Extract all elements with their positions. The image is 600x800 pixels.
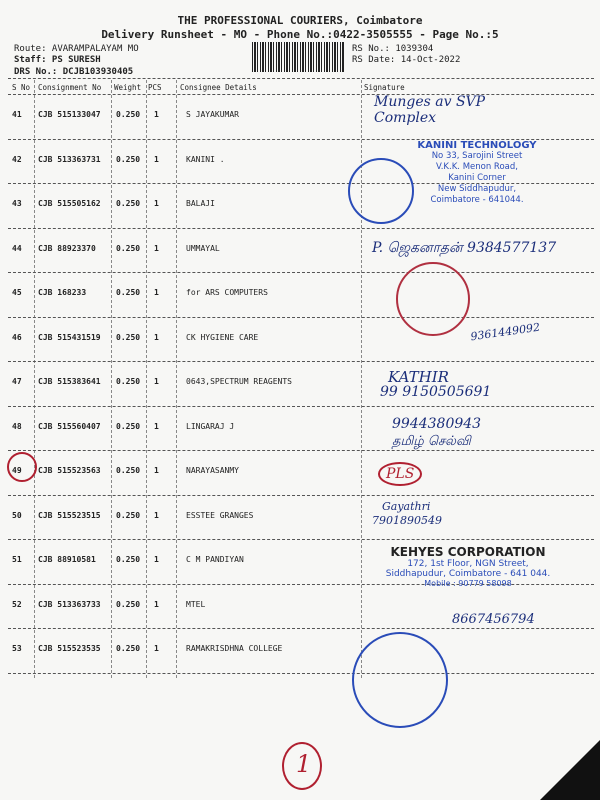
row-divider	[8, 450, 594, 451]
row-pcs: 1	[154, 243, 159, 253]
kanini-stamp-name: KANINI TECHNOLOGY	[417, 140, 537, 151]
runsheet-subtitle: Delivery Runsheet - MO - Phone No.:0422-3505555 - Page No.:5	[101, 28, 499, 41]
signature-52: 8667456794	[452, 612, 535, 627]
row-consignee: C M PANDIYAN	[186, 555, 244, 564]
annotation-circle-49	[7, 452, 37, 482]
row-consignee: RAMAKRISDHNA COLLEGE	[186, 644, 283, 653]
row-weight: 0.250	[116, 510, 141, 520]
row-pcs: 1	[154, 377, 159, 386]
row-sno: 49	[12, 466, 22, 475]
row-consignment: CJB 515133047	[38, 110, 101, 119]
signature-49: PLS	[378, 462, 422, 486]
row-consignment: CJB 515505162	[38, 199, 101, 208]
col-consignment: Consignment No	[38, 83, 102, 92]
row-pcs: 1	[154, 199, 159, 208]
signature-41: Munges av SVP Complex	[374, 94, 486, 126]
col-sno: S No	[12, 83, 31, 92]
kehyes-stamp-line: Mobile : 90779 58098	[424, 579, 512, 588]
row-sno: 52	[12, 599, 22, 609]
row-sno: 43	[12, 199, 22, 208]
row-consignment: CJB 513363731	[38, 154, 101, 164]
row-divider	[8, 673, 594, 674]
row-consignee: S JAYAKUMAR	[186, 110, 239, 119]
row-weight: 0.250	[116, 199, 141, 208]
row-divider	[8, 406, 594, 407]
row-consignee: KANINI .	[186, 154, 225, 164]
row-consignment: CJB 513363733	[38, 599, 101, 609]
signature-46: 9361449092	[469, 320, 541, 344]
kanini-stamp-line: New Siddhapudur,	[437, 184, 517, 194]
drs-label: DRS No.: DCJB103930405	[14, 67, 134, 77]
row-consignment: CJB 515383641	[38, 377, 101, 386]
row-pcs: 1	[154, 110, 159, 119]
row-pcs: 1	[154, 466, 159, 475]
barcode	[252, 42, 344, 72]
college-round-stamp	[352, 632, 448, 728]
row-sno: 53	[12, 644, 22, 653]
row-sno: 46	[12, 332, 22, 342]
row-sno: 45	[12, 288, 22, 297]
row-sno: 51	[12, 555, 22, 564]
row-pcs: 1	[154, 644, 159, 653]
table-row	[0, 274, 600, 318]
row-pcs: 1	[154, 421, 159, 431]
page-mark-circle	[282, 742, 322, 790]
row-sno: 44	[12, 243, 22, 253]
signature-50-name: Gayathri	[382, 500, 431, 513]
row-pcs: 1	[154, 288, 159, 297]
row-consignee: MTEL	[186, 599, 206, 609]
row-pcs: 1	[154, 154, 159, 164]
row-weight: 0.250	[116, 466, 141, 475]
col-pcs: PCS	[148, 83, 162, 92]
ars-computers-stamp	[396, 262, 470, 336]
staff-label: Staff: PS SURESH	[14, 55, 101, 65]
kanini-stamp-line: V.K.K. Menon Road,	[436, 162, 518, 172]
signature-47-phone: 99 9150505691	[380, 384, 492, 400]
row-consignment: CJB 515523563	[38, 466, 101, 475]
row-consignee: CK HYGIENE CARE	[186, 332, 259, 342]
row-consignment: CJB 515560407	[38, 421, 101, 431]
signature-50-phone: 7901890549	[372, 514, 442, 527]
rs-number: RS No.: 1039304	[352, 44, 434, 54]
row-divider	[8, 539, 594, 540]
row-pcs: 1	[154, 510, 159, 520]
kehyes-stamp-name: KEHYES CORPORATION	[390, 545, 546, 559]
row-consignee: ESSTEE GRANGES	[186, 510, 254, 520]
row-sno: 42	[12, 154, 22, 164]
row-consignment: CJB 515431519	[38, 332, 101, 342]
row-consignee: LINGARAJ J	[186, 421, 235, 431]
signature-47-name: KATHIR	[388, 368, 449, 386]
header-divider	[8, 78, 594, 79]
col-signature: Signature	[364, 83, 405, 92]
page-mark: 1	[296, 750, 312, 778]
page-corner-shadow	[540, 740, 600, 800]
row-divider	[8, 495, 594, 496]
table-row	[0, 497, 600, 541]
kehyes-stamp-line: Siddhapudur, Coimbatore - 641 044.	[385, 569, 551, 579]
row-consignment: CJB 515523515	[38, 510, 101, 520]
kanini-stamp-line: Coimbatore - 641044.	[430, 195, 524, 205]
kehyes-stamp	[368, 545, 568, 588]
rs-date: RS Date: 14-Oct-2022	[352, 55, 461, 65]
kanini-stamp-line: No 33, Sarojini Street	[431, 151, 523, 161]
row-sno: 50	[12, 510, 22, 520]
row-consignee: UMMAYAL	[186, 243, 220, 253]
row-consignment: CJB 88923370	[38, 243, 96, 253]
row-consignee: NARAYASANMY	[186, 466, 239, 475]
row-sno: 48	[12, 421, 22, 431]
row-divider	[8, 628, 594, 629]
row-weight: 0.250	[116, 332, 141, 342]
row-consignment: CJB 88910581	[38, 555, 96, 564]
courier-title: THE PROFESSIONAL COURIERS, Coimbatore	[177, 14, 423, 27]
row-consignment: CJB 168233	[38, 288, 87, 297]
signature-44: P. ஜெகனாதன் 9384577137	[372, 240, 557, 256]
row-pcs: 1	[154, 332, 159, 342]
row-weight: 0.250	[116, 599, 141, 609]
row-divider	[8, 361, 594, 362]
row-consignment: CJB 515523535	[38, 644, 101, 653]
col-weight: Weight	[114, 83, 142, 92]
row-consignee: for ARS COMPUTERS	[186, 288, 268, 297]
table-row	[0, 452, 600, 496]
row-divider	[8, 317, 594, 318]
signature-48-name: தமிழ் செல்வி	[392, 434, 471, 449]
row-sno: 47	[12, 377, 22, 386]
kanini-stamp-line: Kanini Corner	[448, 173, 506, 183]
route-label: Route: AVARAMPALAYAM MO	[14, 44, 139, 54]
signature-48-phone: 9944380943	[392, 416, 482, 432]
row-divider	[8, 272, 594, 273]
table-row	[0, 630, 600, 674]
row-weight: 0.250	[116, 154, 141, 164]
row-consignee: 0643,SPECTRUM REAGENTS	[186, 377, 292, 386]
row-weight: 0.250	[116, 243, 141, 253]
row-sno: 41	[12, 110, 22, 119]
table-row	[0, 408, 600, 452]
row-weight: 0.250	[116, 288, 141, 297]
row-weight: 0.250	[116, 555, 141, 564]
row-divider	[8, 228, 594, 229]
kehyes-stamp-line: 172, 1st Floor, NGN Street,	[407, 559, 529, 569]
table-row	[0, 363, 600, 407]
row-weight: 0.250	[116, 377, 141, 386]
kanini-stamp	[402, 140, 552, 206]
row-weight: 0.250	[116, 421, 141, 431]
balaji-round-stamp	[348, 158, 414, 224]
col-consignee: Consignee Details	[180, 83, 257, 92]
row-weight: 0.250	[116, 110, 141, 119]
row-consignee: BALAJI	[186, 199, 215, 208]
row-pcs: 1	[154, 555, 159, 564]
row-weight: 0.250	[116, 644, 141, 653]
row-pcs: 1	[154, 599, 159, 609]
